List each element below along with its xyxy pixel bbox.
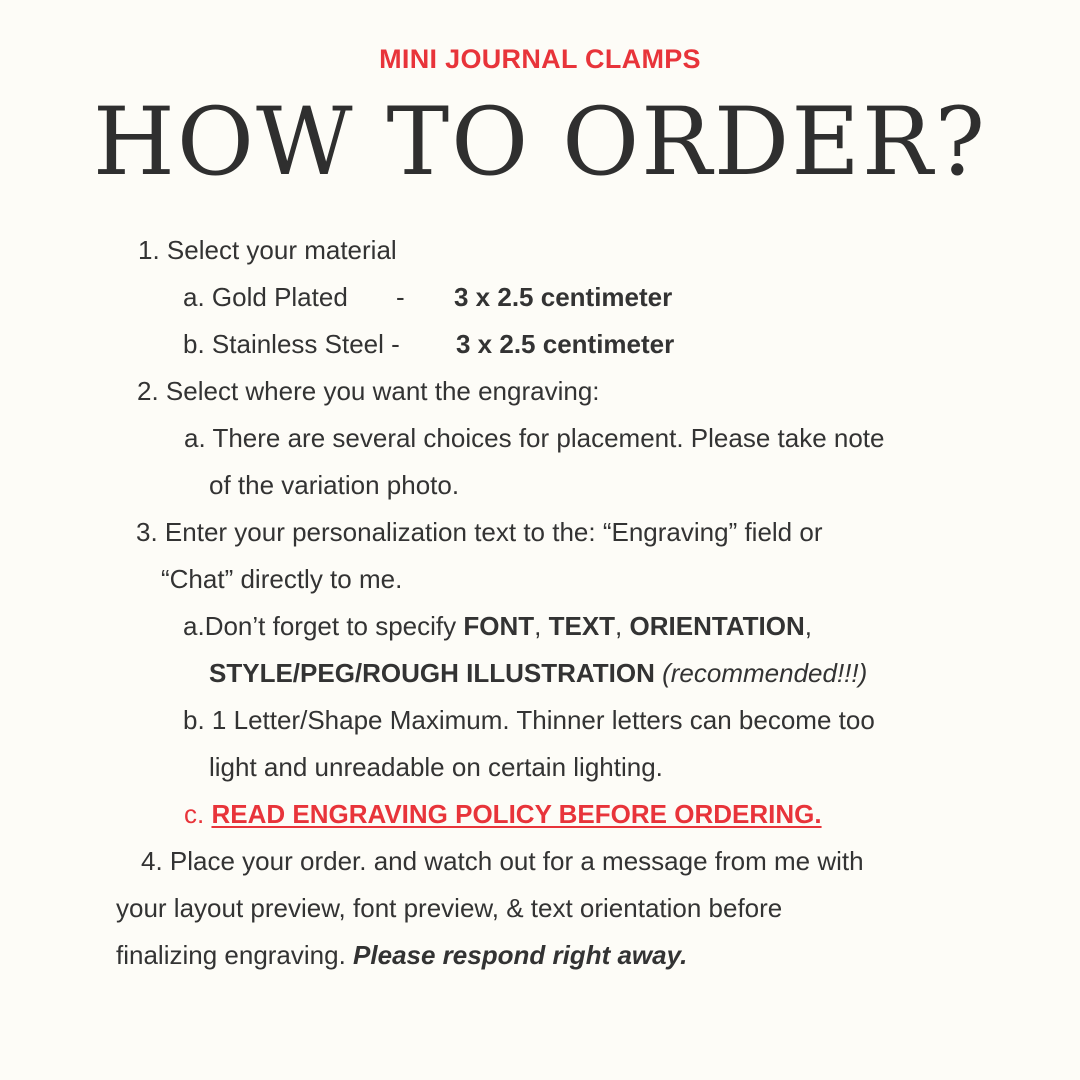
subtitle: MINI JOURNAL CLAMPS bbox=[379, 44, 701, 74]
step-1b bbox=[183, 326, 400, 362]
step-1a-size: 3 x 2.5 centimeter bbox=[454, 282, 673, 312]
step-3b bbox=[183, 702, 875, 738]
step-1-number: 1. bbox=[138, 235, 160, 265]
step-3a-comma-3: , bbox=[804, 611, 812, 641]
step-4-number: 4. bbox=[141, 846, 163, 876]
step-4-line2: your layout preview, font preview, & text orientation before bbox=[116, 893, 783, 923]
step-3a-text: Don’t forget to specify bbox=[204, 611, 464, 641]
step-3a-marker: a. bbox=[183, 611, 205, 641]
step-4-line3 bbox=[116, 937, 687, 973]
step-2a-line1: There are several choices for placement. Please take note bbox=[212, 423, 885, 453]
step-1a bbox=[183, 279, 348, 315]
step-3a bbox=[183, 608, 812, 644]
step-3-line2: “Chat” directly to me. bbox=[161, 564, 403, 594]
step-3b-line1: 1 Letter/Shape Maximum. Thinner letters can become too bbox=[211, 705, 875, 735]
step-1a-label: Gold Plated bbox=[211, 282, 348, 312]
step-3-number: 3. bbox=[136, 517, 158, 547]
step-4 bbox=[141, 843, 864, 879]
step-3a-comma-1: , bbox=[534, 611, 549, 641]
step-3a-recommended: (recommended!!!) bbox=[662, 658, 868, 688]
engraving-policy-link[interactable]: READ ENGRAVING POLICY BEFORE ORDERING. bbox=[211, 799, 822, 829]
step-3c bbox=[184, 796, 822, 832]
step-4-emphasis: Please respond right away. bbox=[353, 940, 688, 970]
step-2-text: Select where you want the engraving: bbox=[165, 376, 600, 406]
step-3a-font: FONT bbox=[463, 611, 535, 641]
step-1b-marker: b. bbox=[183, 329, 205, 359]
step-2 bbox=[137, 373, 600, 409]
step-3 bbox=[136, 514, 823, 550]
step-3b-line2: light and unreadable on certain lighting. bbox=[209, 752, 663, 782]
step-3-line1: Enter your personalization text to the: “Engraving” field or bbox=[164, 517, 823, 547]
step-3a-style: STYLE/PEG/ROUGH ILLUSTRATION bbox=[209, 658, 655, 688]
step-2-number: 2. bbox=[137, 376, 159, 406]
step-3a-line2 bbox=[209, 655, 867, 691]
step-3c-marker: c. bbox=[184, 799, 205, 829]
step-1b-size: 3 x 2.5 centimeter bbox=[456, 329, 675, 359]
step-1a-marker: a. bbox=[183, 282, 205, 312]
step-3b-marker: b. bbox=[183, 705, 205, 735]
step-4-line3-text: finalizing engraving. bbox=[116, 940, 354, 970]
step-1 bbox=[138, 232, 397, 268]
page-title: HOW TO ORDER? bbox=[92, 88, 988, 197]
step-1a-dash: - bbox=[396, 282, 405, 312]
step-3a-orientation: ORIENTATION bbox=[629, 611, 805, 641]
step-1-text: Select your material bbox=[166, 235, 397, 265]
step-1b-label: Stainless Steel - bbox=[211, 329, 400, 359]
step-4-line1: Place your order. and watch out for a message from me with bbox=[169, 846, 864, 876]
step-3a-text-keyword: TEXT bbox=[548, 611, 616, 641]
step-2a bbox=[184, 420, 884, 456]
step-2a-marker: a. bbox=[184, 423, 206, 453]
step-3a-comma-2: , bbox=[615, 611, 630, 641]
step-2a-line2: of the variation photo. bbox=[209, 470, 460, 500]
